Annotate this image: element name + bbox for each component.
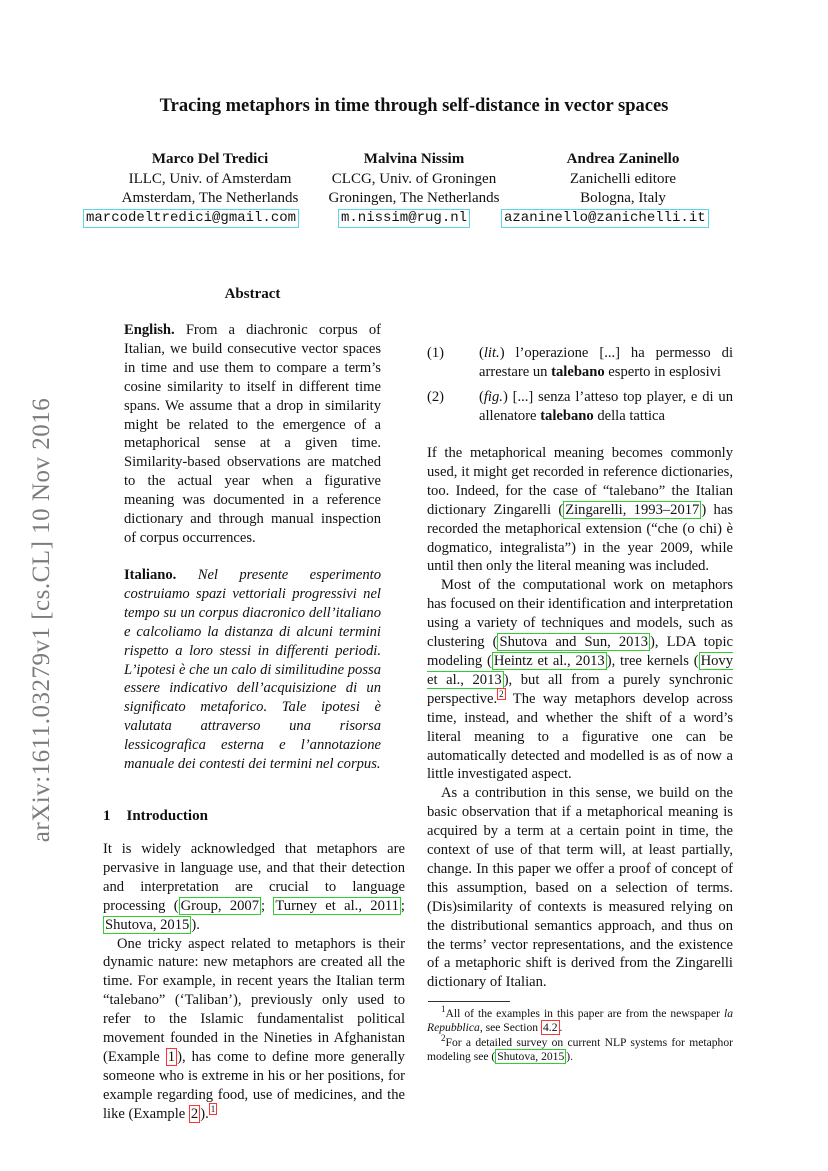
email-link-1[interactable] [83,208,299,228]
text-run: l’operazione [...] ha permesso di arrestare un [479,345,733,380]
abstract-english-text: From a diachronic corpus of Italian, we build consecutive vector spaces in time and use them to compare a term’s cosine similarity to itself in different time spans. We assume that a drop in similarity might be related to the emergence of a metaphorical sense at a given time. Similarity-based observations are matched to the actual year when a figurative meaning was documented in a reference dictionary and through manual inspection of corpus occurrences. [124,322,381,546]
text-run: esperto in esplosivi [604,363,721,380]
author-email[interactable]: azaninello@zanichelli.it [501,209,709,228]
example-keyword: talebano [540,407,594,424]
intro-paragraph-5: As a contribution in this sense, we build on the basic observation that if a metaphorical meaning is acquired by a term at a certain point in time, the context of use of that term will, at least partially, change. In this paper we offer a proof of concept of this assumption, based on a selection of terms. (Dis)similarity of contexts is measured relying on the distributional semantics approach, and thus on the terms’ vector representations, and the existence of a metaphoric shift is derived from the Zingarelli dictionary of Italian. [427,785,733,991]
author-location: Bologna, Italy [580,190,666,206]
example-item [427,388,733,426]
intro-left-column [103,840,405,1124]
section-number: 1 [103,808,111,824]
author-affiliation: ILLC, Univ. of Amsterdam [128,170,292,187]
example-list [427,344,733,426]
author-name: Malvina Nissim [363,151,465,167]
paper-title: Tracing metaphors in time through self-distance in vector spaces [159,96,669,116]
citation-link[interactable]: Shutova, 2015 [105,916,190,933]
text-run: It is widely acknowledged that metaphors are pervasive in language use, and that their detection and interpretation are crucial to language processing ( [103,841,405,914]
footnotes [427,1004,733,1065]
author-block-3 [493,150,753,209]
footnote-number: 2 [441,1032,446,1043]
abstract-italian-text: Nel presente esperimento costruiamo spazi vettoriali progressivi nel tempo su un corpus diacronico dell’italiano e calcoliamo la distanza di alcuni termini rispetto a loro stessi in differenti periodi. L’ipotesi è che un calo di similitudine possa essere indicativo dell’acquisizione di un significato metaforico. Tale ipotesi è valutata attraverso una risorsa lessicografica esterna e l’annotazione manuale dei contesti dei termini nel corpus. [124,567,381,773]
text-run: ; [261,897,274,914]
citation-link[interactable]: Turney et al., 2011 [275,897,399,914]
author-email[interactable]: m.nissim@rug.nl [338,209,470,228]
text-run: la Repubblica [427,1007,733,1035]
text-run: ). [566,1050,574,1064]
author-name: Andrea Zaninello [566,151,680,167]
text-run: ), has come to define more generally someone who is extreme in his or her positions, for example regarding food, use of medicines, and the like (Example [103,1048,405,1122]
footnote-ref-link[interactable]: 1 [210,1103,216,1114]
footnote-item [427,1004,733,1036]
example-text: (lit.) l’operazione [...] ha permesso di arrestare un talebano esperto in esplosivi [479,345,733,380]
citation-link[interactable]: Zingarelli, 1993–2017 [565,501,700,518]
example-ref-link[interactable]: 1 [167,1048,176,1065]
abstract-heading: Abstract [224,286,281,302]
email-link-3[interactable] [501,208,709,228]
example-tag: lit. [483,345,500,361]
text-run: ). [191,916,200,933]
text-run: For a detailed survey on current NLP systems for metaphor modeling see ( [427,1035,733,1064]
section-heading-introduction [103,808,208,825]
section-title: Introduction [126,808,208,824]
author-affiliation: CLCG, Univ. of Groningen [331,170,497,187]
text-run: [...] senza l’atteso top player, e di un allenatore [479,388,733,424]
author-location: Groningen, The Netherlands [328,190,500,206]
author-location: Amsterdam, The Netherlands [121,190,299,206]
example-ref-link[interactable]: 2 [190,1105,199,1122]
author-email[interactable]: marcodeltredici@gmail.com [83,209,299,228]
text-run: If the metaphorical meaning becomes commonly used, it might get recorded in reference dictionaries, too. Indeed, for the case of “talebano” the Italian dictionary Zingarelli ( [427,445,733,518]
text-run: . [559,1021,563,1035]
text-run: Most of the computational work on metaphors has focused on their identification and interpretation using a variety of techniques and models, such as clustering ( [427,577,733,651]
example-keyword: talebano [551,363,605,380]
arxiv-identifier: arXiv:1611.03279v1 [cs.CL] 10 Nov 2016 [28,397,55,843]
text-run: ), but all from a purely synchronic perspective. [427,671,733,707]
citation-link[interactable]: Hovy et al., 2013 [427,652,733,688]
text-run: ) has recorded the metaphorical extension (“che (o chi) è dogmatico, integralista”) in the year 2009, while until then only the literal meaning was included. [427,501,733,575]
example-text: (fig.) [...] senza l’atteso top player, e di un allenatore talebano della tattica [479,388,733,424]
arxiv-sidebar [22,360,62,880]
intro-paragraph-1 [103,840,405,935]
footnote-number: 1 [441,1004,446,1015]
abstract-english [124,321,381,548]
citation-link[interactable]: Group, 2007 [180,897,260,914]
citation-link[interactable]: Shutova and Sun, 2013 [499,634,649,651]
author-name: Marco Del Tredici [151,151,269,167]
intro-right-column [427,444,733,992]
text-run: ). [200,1105,209,1122]
section-ref-link[interactable]: 4.2 [543,1021,558,1035]
text-run: ; [400,897,405,914]
example-number: (1) [427,345,445,361]
text-run: One tricky aspect related to metaphors is their dynamic nature: new metaphors are created all the time. For example, in recent years the Italian term “talebano” (‘Taliban’), previously only used to refer to the Islamic fundamentalist political movement founded in the Nineties in Afghanistan (Example [103,935,405,1065]
text-run: ), LDA topic modeling ( [427,634,733,669]
intro-paragraph-2 [103,935,405,1124]
example-tag: fig. [483,388,503,405]
email-link-2[interactable] [338,208,470,228]
text-run: The way metaphors develop across time, instead, and whether the shift of a word’s literal meaning to a figurative one can be automatically detected and modelled is as of now a little investigated aspect. [427,690,733,783]
footnote-divider [428,1001,510,1002]
abstract-italian-label: Italiano. [124,567,177,583]
footnote-ref-link[interactable]: 2 [499,688,504,699]
citation-link[interactable]: Heintz et al., 2013 [493,652,605,669]
intro-paragraph-3 [427,444,733,576]
abstract-english-label: English. [124,322,175,338]
author-affiliation: Zanichelli editore [569,170,677,187]
citation-link[interactable]: Shutova, 2015 [497,1050,565,1064]
text-run: ), tree kernels ( [606,652,699,669]
intro-paragraph-4 [427,576,733,784]
footnote-item [427,1032,733,1065]
abstract-italian [124,566,381,774]
text-run: della tattica [593,407,666,424]
text-run: , see Section [479,1021,541,1035]
text-run: All of the examples in this paper are from the newspaper [445,1007,724,1020]
example-number: (2) [427,388,445,405]
example-item [427,344,733,382]
